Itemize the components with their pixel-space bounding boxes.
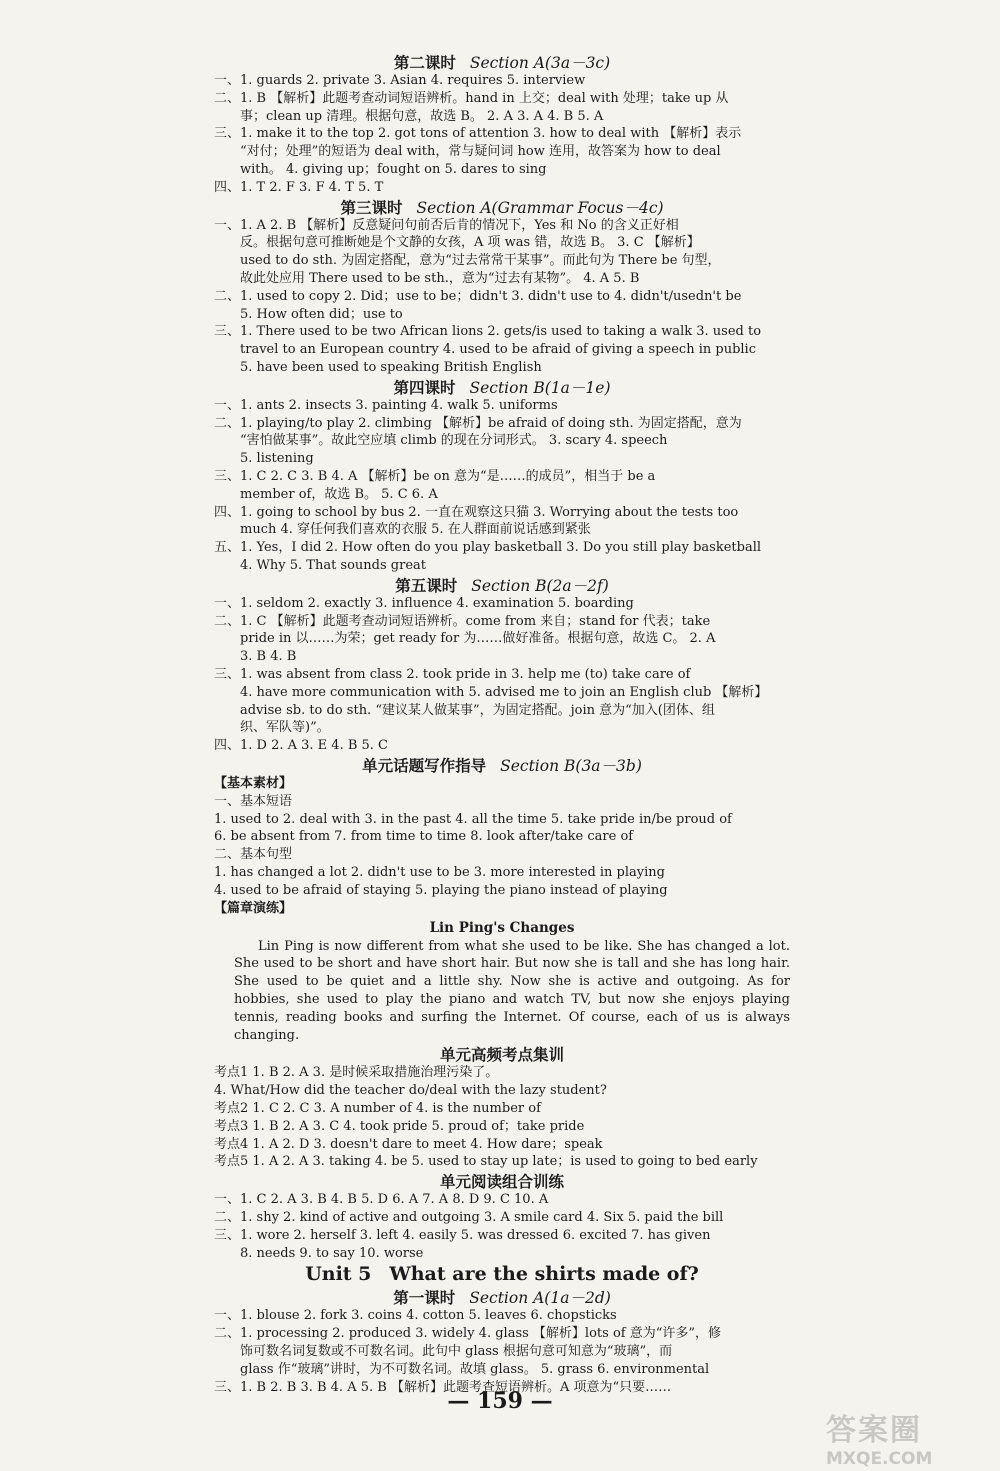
answer-line: 三、1. There used to be two African lions 2. gets/is used to taking a walk 3. used to	[214, 324, 762, 340]
answer-line: 三、1. B 2. B 3. B 4. A 5. B 【解析】此题考查短语辨析。A 项意为“只要……	[214, 1379, 672, 1395]
answer-line: “害怕做某事”。故此空应填 climb 的现在分词形式。 3. scary 4. speech	[240, 433, 668, 449]
watermark-url: MXQE.COM	[826, 1449, 933, 1469]
unit-5-lesson-1-heading: 第一课时 Section A(1a－2d)	[393, 1288, 611, 1308]
answer-line: 考点2 1. C 2. C 3. A number of 4. is the number of	[214, 1101, 541, 1117]
essay-body: Lin Ping is now different from what she used to be like. She has changed a lot. She used to be short and have short hair. But now she is tall and she has long hair. She used to be quiet and a little shy. Now she is active and outgoing. As for hobbies, she used to play the piano and watch TV, but now she enjoys playing tennis, reading books and surfing the Internet. Of course, each of us is always changing.	[234, 938, 790, 1043]
answer-line: 考点5 1. A 2. A 3. taking 4. be 5. used to stay up late；is used to going to bed early	[214, 1154, 758, 1170]
watermark-logo: 答案圈	[826, 1413, 922, 1448]
answer-line: much 4. 穿任何我们喜欢的衣服 5. 在人群面前说话感到紧张	[240, 522, 591, 538]
answer-line: 1. has changed a lot 2. didn't use to be 3. more interested in playing	[214, 865, 665, 881]
answer-line: advise sb. to do sth. “建议某人做某事”，为固定搭配。join 意为“加入(团体、组	[240, 702, 715, 718]
answer-line: 4. Why 5. That sounds great	[240, 557, 427, 573]
key-points-heading: 单元高频考点集训	[439, 1045, 564, 1065]
answer-line: 事；clean up 清理。根据句意，故选 B。 2. A 3. A 4. B 5. A	[240, 108, 604, 124]
answer-line: 饰可数名词复数或不可数名词。此句中 glass 根据句意可知意为“玻璃”，而	[240, 1344, 673, 1360]
answer-line: 二、1. B 【解析】此题考查动词短语辨析。hand in 上交；deal with 处理；take up 从	[214, 90, 729, 106]
answer-line: 反。根据句意可推断她是个文静的女孩，A 项 was 错，故选 B。 3. C 【解析】	[240, 235, 700, 251]
answer-line: 故此处应用 There used to be sth.，意为“过去有某物”。 4. A 5. B	[240, 270, 640, 286]
answer-line: 二、1. playing/to play 2. climbing 【解析】be afraid of doing sth. 为固定搭配，意为	[214, 415, 742, 431]
answer-line: 一、1. A 2. B 【解析】反意疑问句前否后肯的情况下，Yes 和 No 的含义正好相	[214, 217, 679, 233]
basic-material-tag: 【基本素材】	[214, 775, 293, 791]
answer-line: glass 作“玻璃”讲时，为不可数名词。故填 glass。 5. grass 6. environmental	[240, 1361, 710, 1377]
answer-line: 二、1. C 【解析】此题考查动词短语辨析。come from 来自；stand for 代表；take	[214, 613, 711, 629]
answer-line: 考点3 1. B 2. A 3. C 4. took pride 5. proud of；take pride	[214, 1118, 585, 1134]
answer-line: 二、1. used to copy 2. Did；use to be；didn't 3. didn't use to 4. didn't/usedn't be	[214, 288, 742, 304]
answer-line: 四、1. going to school by bus 2. 一直在观察这只猫 3. Worrying about the tests too	[214, 504, 739, 520]
answer-line: 5. How often did；use to	[240, 306, 403, 322]
answer-line: member of，故选 B。 5. C 6. A	[240, 486, 438, 502]
essay-title: Lin Ping's Changes	[429, 919, 575, 936]
page-number: — 159 —	[447, 1388, 553, 1414]
answer-line: 三、1. make it to the top 2. got tons of attention 3. how to deal with 【解析】表示	[214, 126, 742, 142]
answer-line: travel to an European country 4. used to be afraid of giving a speech in public	[240, 342, 756, 358]
answer-line: 织、军队等)”。	[240, 720, 330, 736]
subheading: 一、基本短语	[214, 793, 293, 809]
answer-line: 一、1. guards 2. private 3. Asian 4. requires 5. interview	[214, 73, 586, 88]
answer-line: 6. be absent from 7. from time to time 8. look after/take care of	[214, 829, 634, 845]
answer-page	[214, 52, 790, 1396]
answer-line: 一、1. blouse 2. fork 3. coins 4. cotton 5. leaves 6. chopsticks	[214, 1308, 617, 1324]
answer-line: 一、1. C 2. A 3. B 4. B 5. D 6. A 7. A 8. D 9. C 10. A	[214, 1192, 549, 1208]
answer-line: 三、1. was absent from class 2. took pride in 3. help me (to) take care of	[214, 666, 691, 682]
watermark	[826, 1405, 986, 1469]
answer-line: 五、1. Yes，I did 2. How often do you play basketball 3. Do you still play basketball	[214, 540, 762, 556]
answer-line: 三、1. wore 2. herself 3. left 4. easily 5. was dressed 6. excited 7. has given	[214, 1227, 711, 1243]
lesson-3-heading: 第三课时 Section A(Grammar Focus－4c)	[340, 197, 664, 217]
answer-line: “对付；处理”的短语为 deal with，常与疑问词 how 连用，故答案为 how to deal	[240, 144, 721, 160]
subheading: 二、基本句型	[214, 847, 293, 863]
answer-line: used to do sth. 为固定搭配，意为“过去常常干某事”。而此句为 There be 句型，	[240, 253, 721, 269]
answer-line: 考点1 1. B 2. A 3. 是时候采取措施治理污染了。	[214, 1065, 499, 1081]
answer-line: 二、1. shy 2. kind of active and outgoing 3. A smile card 4. Six 5. paid the bill	[214, 1210, 724, 1226]
answer-line: 3. B 4. B	[240, 649, 297, 665]
answer-line: 一、1. seldom 2. exactly 3. influence 4. examination 5. boarding	[214, 595, 634, 611]
lesson-5-heading: 第五课时 Section B(2a－2f)	[395, 575, 609, 595]
answer-line: pride in 以……为荣；get ready for 为……做好准备。根据句意，故选 C。 2. A	[240, 631, 716, 647]
answer-line: 一、1. ants 2. insects 3. painting 4. walk 5. uniforms	[214, 397, 558, 413]
answer-line: 4. used to be afraid of staying 5. playing the piano instead of playing	[214, 882, 668, 898]
answer-line: 1. used to 2. deal with 3. in the past 4. all the time 5. take pride in/be proud of	[214, 811, 732, 827]
answer-line: 5. have been used to speaking British English	[240, 359, 542, 375]
answer-line: 四、1. D 2. A 3. E 4. B 5. C	[214, 738, 389, 754]
answer-line: 三、1. C 2. C 3. B 4. A 【解析】be on 意为“是……的成员”，相当于 be a	[214, 468, 656, 484]
lesson-4-heading: 第四课时 Section B(1a－1e)	[393, 377, 611, 397]
unit-5-title: Unit 5 What are the shirts made of?	[305, 1263, 699, 1286]
answer-line: 考点4 1. A 2. D 3. doesn't dare to meet 4. How dare；speak	[214, 1136, 603, 1152]
reading-training-heading: 单元阅读组合训练	[439, 1172, 564, 1192]
answer-line: 8. needs 9. to say 10. worse	[240, 1245, 424, 1261]
writing-guide-heading: 单元话题写作指导 Section B(3a－3b)	[362, 755, 642, 775]
answer-line: 4. What/How did the teacher do/deal with the lazy student?	[214, 1083, 607, 1099]
lesson-2-heading: 第二课时 Section A(3a－3c)	[393, 53, 611, 72]
answer-line: 4. have more communication with 5. advised me to join an English club 【解析】	[240, 684, 768, 700]
answer-line: with。 4. giving up；fought on 5. dares to sing	[240, 161, 547, 177]
answer-line: 5. listening	[240, 451, 314, 467]
essay-practice-tag: 【篇章演练】	[214, 900, 293, 916]
answer-line: 四、1. T 2. F 3. F 4. T 5. T	[214, 179, 384, 195]
answer-line: 二、1. processing 2. produced 3. widely 4. glass 【解析】lots of 意为“许多”，修	[214, 1326, 722, 1342]
